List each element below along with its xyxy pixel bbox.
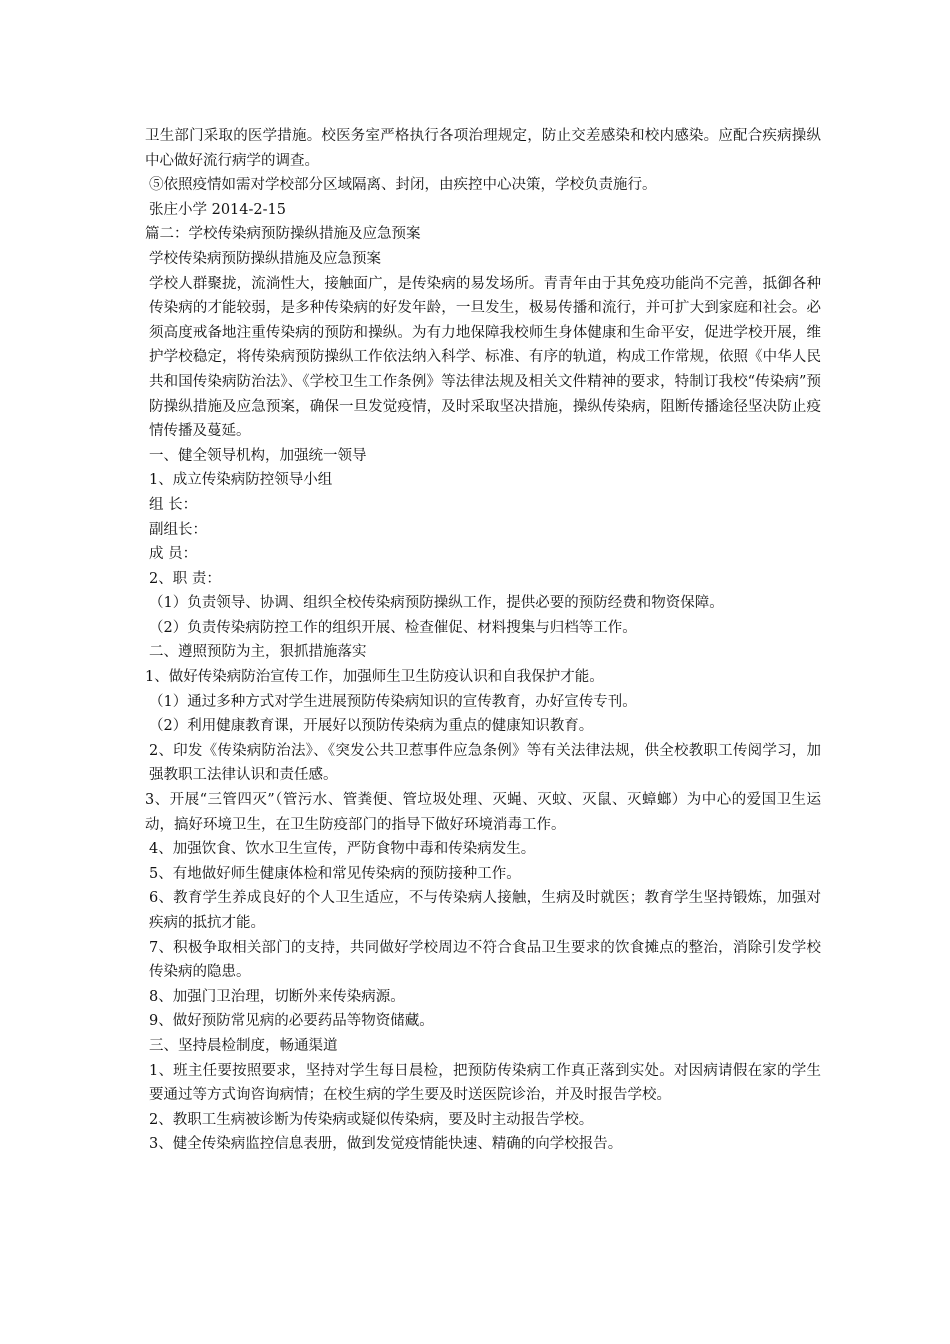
item-2-1: 1、做好传染病防治宣传工作，加强师生卫生防疫认识和自我保护才能。 xyxy=(145,669,604,686)
item-3-1: 1、班主任要按照要求，坚持对学生每日晨检，把预防传染病工作真正落到实处。对因病请假在家的学生要通过等方式询咨询病情；在校生病的学生要及时送医院诊治，并及时报告学校。 xyxy=(149,1062,821,1104)
duty-1: （1）负责领导、协调、组织全校传染病预防操纵工作，提供必要的预防经费和物资保障。 xyxy=(149,595,724,612)
heading-1: 一、健全领导机构，加强统一领导 xyxy=(149,447,367,464)
item-2-2: 2、印发《传染病防治法》、《突发公共卫惹事件应急条例》等有关法律法规，供全校教职工传阅学习，加强教职工法律认识和责任感。 xyxy=(149,742,821,784)
item-3-2: 2、教职工生病被诊断为传染病或疑似传染病，要及时主动报告学校。 xyxy=(149,1111,594,1128)
signature-line: 张庄小学 2014-2-15 xyxy=(149,201,286,218)
section-title: 篇二：学校传染病预防操纵措施及应急预案 xyxy=(145,226,421,243)
duty-2: （2）负责传染病防控工作的组织开展、检查催促、材料搜集与归档等工作。 xyxy=(149,619,637,636)
item-2-4: 4、加强饮食、饮水卫生宣传，严防食物中毒和传染病发生。 xyxy=(149,841,536,858)
item-2-1-b: （2）利用健康教育课，开展好以预防传染病为重点的健康知识教育。 xyxy=(149,718,594,735)
item-2-1-a: （1）通过多种方式对学生进展预防传染病知识的宣传教育，办好宣传专刊。 xyxy=(149,693,637,710)
paragraph-2: ⑤依照疫情如需对学校部分区域隔离、封闭，由疾控中心决策，学校负责施行。 xyxy=(149,177,657,194)
heading-2: 二、遵照预防为主，狠抓措施落实 xyxy=(149,644,367,661)
item-3-3: 3、健全传染病监控信息表册，做到发觉疫情能快速、精确的向学校报告。 xyxy=(149,1136,623,1153)
deputy-leader-field: 副组长： xyxy=(149,521,207,538)
item-2-8: 8、加强门卫治理，切断外来传染病源。 xyxy=(149,988,405,1005)
item-1-2: 2、职 责： xyxy=(149,570,221,587)
intro-paragraph: 学校人群聚拢，流淌性大，接触面广，是传染病的易发场所。青青年由于其免疫功能尚不完善，抵御各种传染病的才能较弱，是多种传染病的好发年龄，一旦发生，极易传播和流行，并可扩大到家庭和社会。必须高度戒备地注重传染病的预防和操纵。为有力地保障我校师生身体健康和生命平安，促进学校开展，维护学校稳定，将传染病预防操纵工作依法纳入科学、标准、有序的轨道，构成工作常规，依照《中华人民共和国传染病防治法》、《学校卫生工作条例》等法律法规及相关文件精神的要求，特制订我校“传染病”预防操纵措施及应急预案，确保一旦发觉疫情，及时采取坚决措施，操纵传染病，阻断传播途径坚决防止疫情传播及蔓延。 xyxy=(149,275,821,440)
document-page xyxy=(145,124,821,1157)
paragraph-1: 卫生部门采取的医学措施。校医务室严格执行各项治理规定，防止交差感染和校内感染。应配合疾病操纵中心做好流行病学的调查。 xyxy=(145,128,821,169)
item-2-9: 9、做好预防常见病的必要药品等物资储藏。 xyxy=(149,1013,434,1030)
item-2-6: 6、教育学生养成良好的个人卫生适应，不与传染病人接触，生病及时就医；教育学生坚持锻炼，加强对疾病的抵抗才能。 xyxy=(149,890,821,931)
members-field: 成 员： xyxy=(149,546,198,563)
item-2-3: 3、开展“三管四灭”（管污水、管粪便、管垃圾处理、灭蝇、灭蚊、灭鼠、灭蟑螂）为中心的爱国卫生运动，搞好环境卫生，在卫生防疫部门的指导下做好环境消毒工作。 xyxy=(145,792,821,833)
leader-field: 组 长： xyxy=(149,496,198,513)
item-2-5: 5、有地做好师生健康体检和常见传染病的预防接种工作。 xyxy=(149,865,521,882)
item-2-7: 7、积极争取相关部门的支持，共同做好学校周边不符合食品卫生要求的饮食摊点的整治，消除引发学校传染病的隐患。 xyxy=(149,939,821,981)
heading-3: 三、坚持晨检制度，畅通渠道 xyxy=(149,1037,338,1054)
item-1-1: 1、成立传染病防控领导小组 xyxy=(149,472,333,489)
document-title: 学校传染病预防操纵措施及应急预案 xyxy=(149,250,381,267)
